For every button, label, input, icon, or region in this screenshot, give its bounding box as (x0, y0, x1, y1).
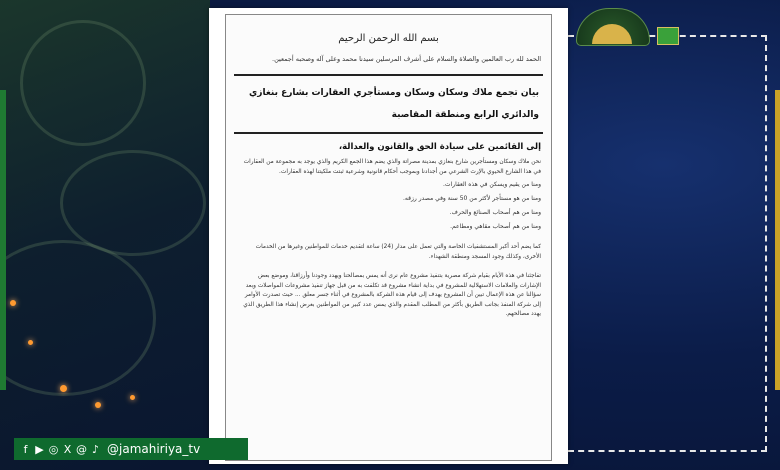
instagram-icon[interactable]: ◎ (48, 442, 59, 456)
divider (234, 74, 543, 76)
statement-title-line-2: والدائري الرابع ومنطقة المقاصبة (391, 110, 539, 120)
basmala: بسم الله الرحمن الرحيم (338, 33, 439, 44)
spark (95, 402, 101, 408)
flag-icon (657, 27, 679, 45)
social-bar (14, 438, 248, 460)
channel-handle: @jamahiriya_tv (107, 442, 201, 456)
tiktok-icon[interactable]: ♪ (91, 442, 100, 456)
left-accent-bar (0, 90, 6, 390)
spark (130, 395, 135, 400)
paragraph-3: تفاجئنا في هذه الأيام بقيام شركة مصرية بتنفيذ مشروع عام نرى أنه يمس بمصالحنا ويهدد وجودنا وأرزاقنا، وموضع بعض الإشارات والعلامات الاستهلالية للمشروع في بداية انشاء مشروع قد تكلفت به من قبل جهاز تنفيذ مشروعات المواصلات وبعد سؤالنا عن هذه الإعمال تبين أن المشروع يهدف إلى قيام هذه الشركة بالمشروع في أثناء جسر معلق ... حيث تصدرت الأوامر إلى شركة المنفذ بجانب الطريق بأكثر من المطلب المقدم والذي يمس عدد كبير من المواطنين بغرض إنشاء هذا الطريق الذي يهدد مصالحهم. (243, 273, 541, 317)
list-line-1: ومنا من يقيم ويسكن في هذه العقارات. (443, 181, 541, 188)
list-line-2: ومنا من هو مستأجر لأكثر من 50 سنة وفي مصدر رزقه. (403, 195, 541, 202)
list-line-3: ومنا من هم أصحاب الصنائع والحرف. (449, 209, 541, 216)
paragraph-1: نحن ملاك وسكان ومستأجرين شارع بنغازي بمدينة مصراتة والذي يضم هذا الجمع الكريم والذي يوجد به مجموعة من العقارات في هذا الشارع الحيوي بالإرث الشرعي من أجدادنا وبموجب أحكام قانونية وشرعية ثبتت ملكيتنا لهذه العقارات. (243, 159, 541, 175)
threads-icon[interactable]: @ (76, 442, 87, 456)
address-line: إلى القائمين على سيادة الحق والقانون والعدالة، (338, 142, 541, 152)
facebook-icon[interactable]: f (23, 442, 28, 456)
decorative-swirl (20, 20, 146, 146)
right-accent-bar (775, 90, 780, 390)
paragraph-2: كما يضم أحد أكبر المستشفيات الخاصة والتي تعمل على مدار (24) ساعة لتقديم خدمات للمواطنين وغيرها من الخدمات الأخرى، وكذلك وجود المسجد ومنطقة الشهداء. (255, 244, 541, 260)
divider (234, 132, 543, 134)
document-content (225, 14, 552, 461)
opening-praise: الحمد لله رب العالمين والصلاة والسلام على أشرف المرسلين سيدنا محمد وعلى آله وصحبه أجمعين. (272, 55, 541, 63)
list-line-4: ومنا من هم أصحاب مقاهي ومطاعم. (450, 223, 541, 230)
spark (28, 340, 33, 345)
spark (60, 385, 67, 392)
dashed-frame (568, 35, 767, 452)
statement-title-line-1: بيان تجمع ملاك وسكان وسكان ومستأجري العقارات بشارع بنغازي (249, 88, 539, 98)
x-icon[interactable]: X (63, 442, 72, 456)
decorative-swirl (60, 150, 206, 256)
spark (10, 300, 16, 306)
youtube-icon[interactable]: ▶ (35, 442, 44, 456)
